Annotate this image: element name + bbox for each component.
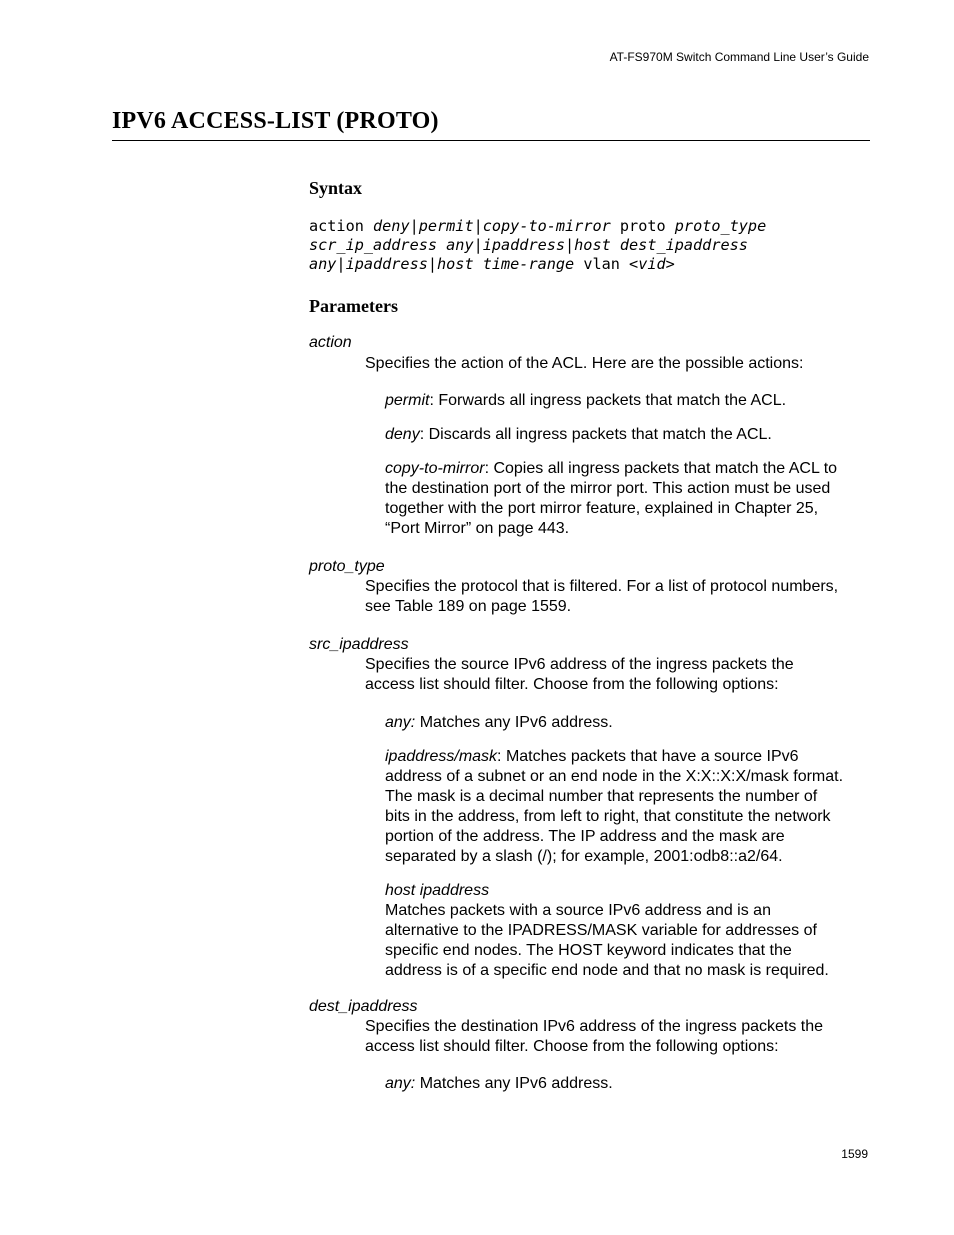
option-text: portion of the address. The IP address and the mask are [385,828,785,845]
option-any [385,713,874,733]
page-number: 1599 [841,1147,868,1161]
option-text: together with the port mirror feature, explained in Chapter 25, [385,500,819,517]
desc-line: access list should filter. Choose from the following options: [365,676,779,693]
option-text: Matches any IPv6 address. [415,1075,613,1092]
main-content [309,178,874,1094]
param-src-ipaddress-desc [365,655,874,695]
option-term: host ipaddress [385,882,490,899]
option-term: permit [385,392,430,409]
running-header: AT-FS970M Switch Command Line User’s Guide [609,50,869,64]
title-rule [112,140,870,141]
param-action-name: action [309,334,352,351]
option-term: deny [385,426,420,443]
syntax-line-3 [309,255,874,274]
option-deny [385,425,874,445]
option-ipaddress-mask [385,747,874,867]
syntax-heading: Syntax [309,178,363,198]
option-text: : Discards all ingress packets that match the ACL. [419,426,772,443]
option-term: copy-to-mirror [385,460,485,477]
syntax-variable: scr_ip_address any|ipaddress|host dest_ipaddress [309,236,748,254]
param-action-desc: Specifies the action of the ACL. Here are the possible actions: [365,355,804,372]
desc-line: see Table 189 on page 1559. [365,598,572,615]
option-text: : Copies all ingress packets that match the ACL to [484,460,838,477]
syntax-keyword: proto [610,217,675,235]
option-copy-to-mirror [385,459,874,539]
desc-line: access list should filter. Choose from the following options: [365,1038,779,1055]
syntax-line-2 [309,236,874,255]
syntax-block [309,217,874,274]
syntax-keyword: action [309,217,374,235]
param-proto-type-desc [365,577,874,617]
param-proto-type-name: proto_type [309,558,385,575]
option-term: any: [385,714,416,731]
option-text: “Port Mirror” on page 443. [385,520,570,537]
option-text: : Forwards all ingress packets that match the ACL. [429,392,787,409]
option-any [385,1074,874,1094]
syntax-variable: proto_type [674,217,767,235]
syntax-line-1 [309,217,874,236]
option-host-ipaddress [385,881,874,981]
syntax-variable: deny|permit|copy-to-mirror [373,217,611,235]
syntax-keyword: vlan < [574,255,639,273]
option-text: address is of a specific end node and that no mask is required. [385,962,829,979]
desc-line: Specifies the source IPv6 address of the ingress packets the [365,656,794,673]
syntax-variable: any|ipaddress|host time-range [309,255,575,273]
desc-line: Specifies the destination IPv6 address of the ingress packets the [365,1018,824,1035]
option-term: ipaddress/mask [385,748,498,765]
param-dest-ipaddress-name: dest_ipaddress [309,998,418,1015]
option-text: : Matches packets that have a source IPv6 [497,748,799,765]
option-text: The mask is a decimal number that represents the number of [385,788,818,805]
option-text: specific end nodes. The HOST keyword indicates that the [385,942,792,959]
option-text: Matches packets with a source IPv6 address and is an [385,902,771,919]
option-text: separated by a slash (/); for example, 2001:odb8::a2/64. [385,848,783,865]
option-term: any: [385,1075,416,1092]
syntax-keyword: > [665,255,675,273]
option-text: Matches any IPv6 address. [415,714,613,731]
option-text: bits in the address, from left to right, that constitute the network [385,808,831,825]
parameters-heading: Parameters [309,296,398,316]
syntax-variable: vid [638,255,666,273]
page-title: IPV6 ACCESS-LIST (PROTO) [112,108,439,134]
desc-line: Specifies the protocol that is filtered. For a list of protocol numbers, [365,578,839,595]
option-text: alternative to the IPADRESS/MASK variable for addresses of [385,922,817,939]
param-src-ipaddress-name: src_ipaddress [309,636,409,653]
option-text: the destination port of the mirror port. This action must be used [385,480,831,497]
param-dest-ipaddress-desc [365,1017,874,1057]
option-text: address of a subnet or an end node in the X:X::X:X/mask format. [385,768,844,785]
option-permit [385,391,874,411]
